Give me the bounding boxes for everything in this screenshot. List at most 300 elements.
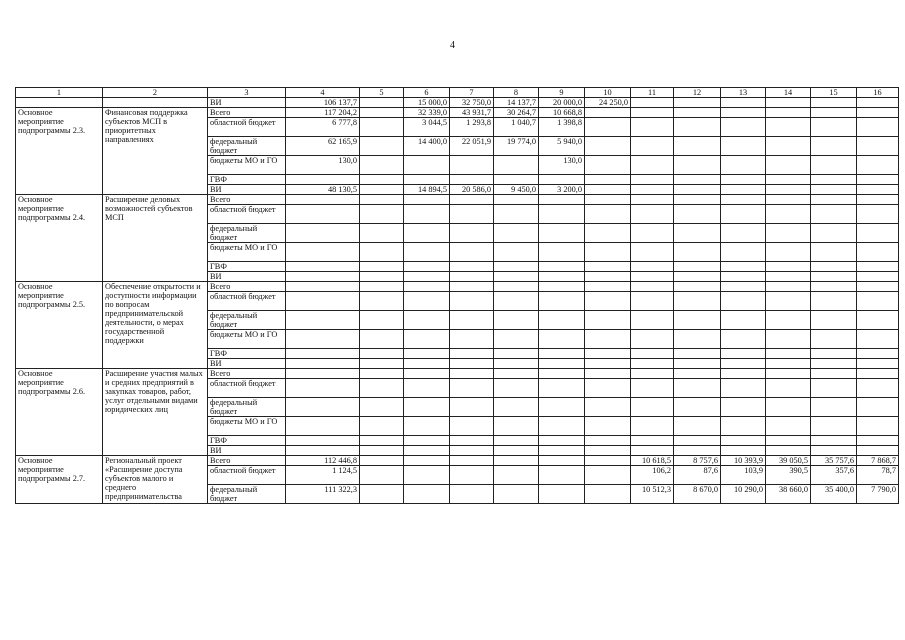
measure-description: Обеспечение открытости и доступности информации по вопросам предпринимательской деятельности, о мерах государственной поддержки bbox=[103, 282, 208, 369]
value-cell bbox=[766, 195, 811, 205]
value-cell bbox=[674, 118, 721, 137]
value-cell bbox=[811, 359, 857, 369]
value-cell bbox=[674, 272, 721, 282]
value-cell bbox=[857, 205, 899, 224]
value-cell bbox=[286, 292, 360, 311]
value-cell bbox=[674, 282, 721, 292]
value-cell bbox=[494, 205, 539, 224]
value-cell: 39 050,5 bbox=[766, 456, 811, 466]
value-cell bbox=[631, 224, 674, 243]
table-row bbox=[16, 108, 899, 118]
value-cell bbox=[494, 436, 539, 446]
value-cell bbox=[404, 456, 450, 466]
value-cell bbox=[404, 379, 450, 398]
value-cell bbox=[811, 398, 857, 417]
value-cell bbox=[404, 224, 450, 243]
funding-source-label: федеральный бюджет bbox=[208, 398, 286, 417]
value-cell bbox=[286, 436, 360, 446]
value-cell bbox=[450, 379, 494, 398]
value-cell bbox=[721, 330, 766, 349]
value-cell bbox=[286, 262, 360, 272]
value-cell bbox=[494, 417, 539, 436]
header-cell: 11 bbox=[631, 88, 674, 98]
value-cell bbox=[674, 359, 721, 369]
funding-source-label: Всего bbox=[208, 282, 286, 292]
funding-source-label: ВИ bbox=[208, 98, 286, 108]
funding-source-label: ГВФ bbox=[208, 262, 286, 272]
value-cell bbox=[585, 436, 631, 446]
value-cell bbox=[450, 262, 494, 272]
value-cell bbox=[450, 456, 494, 466]
value-cell bbox=[631, 195, 674, 205]
value-cell bbox=[674, 446, 721, 456]
value-cell bbox=[811, 417, 857, 436]
value-cell bbox=[286, 446, 360, 456]
value-cell bbox=[721, 137, 766, 156]
value-cell bbox=[404, 349, 450, 359]
value-cell bbox=[539, 224, 585, 243]
value-cell bbox=[494, 379, 539, 398]
value-cell bbox=[450, 311, 494, 330]
value-cell bbox=[450, 330, 494, 349]
value-cell bbox=[539, 417, 585, 436]
header-cell: 4 bbox=[286, 88, 360, 98]
value-cell bbox=[585, 349, 631, 359]
funding-source-label: федеральный бюджет bbox=[208, 311, 286, 330]
value-cell bbox=[631, 330, 674, 349]
value-cell bbox=[857, 118, 899, 137]
value-cell bbox=[674, 398, 721, 417]
value-cell: 106,2 bbox=[631, 466, 674, 485]
value-cell: 14 894,5 bbox=[404, 185, 450, 195]
value-cell bbox=[631, 137, 674, 156]
measure-description: Расширение деловых возможностей субъектов МСП bbox=[103, 195, 208, 282]
value-cell bbox=[539, 243, 585, 262]
value-cell bbox=[811, 311, 857, 330]
value-cell: 20 586,0 bbox=[450, 185, 494, 195]
value-cell: 30 264,7 bbox=[494, 108, 539, 118]
value-cell bbox=[450, 485, 494, 504]
funding-source-label: бюджеты МО и ГО bbox=[208, 417, 286, 436]
value-cell bbox=[811, 98, 857, 108]
value-cell bbox=[631, 272, 674, 282]
value-cell bbox=[585, 359, 631, 369]
funding-source-label: областной бюджет bbox=[208, 466, 286, 485]
value-cell: 130,0 bbox=[286, 156, 360, 175]
value-cell bbox=[494, 359, 539, 369]
value-cell bbox=[631, 292, 674, 311]
funding-source-label: областной бюджет bbox=[208, 118, 286, 137]
value-cell bbox=[539, 349, 585, 359]
value-cell bbox=[360, 205, 404, 224]
value-cell: 10 393,9 bbox=[721, 456, 766, 466]
value-cell bbox=[811, 272, 857, 282]
value-cell bbox=[585, 185, 631, 195]
value-cell bbox=[360, 436, 404, 446]
header-cell: 15 bbox=[811, 88, 857, 98]
value-cell bbox=[766, 369, 811, 379]
value-cell bbox=[539, 359, 585, 369]
value-cell bbox=[674, 108, 721, 118]
value-cell bbox=[585, 262, 631, 272]
value-cell bbox=[631, 398, 674, 417]
value-cell bbox=[360, 446, 404, 456]
value-cell bbox=[494, 156, 539, 175]
value-cell: 14 137,7 bbox=[494, 98, 539, 108]
value-cell bbox=[766, 137, 811, 156]
measure-name: Основное мероприятие подпрограммы 2.4. bbox=[16, 195, 103, 282]
value-cell bbox=[539, 205, 585, 224]
value-cell bbox=[811, 262, 857, 272]
value-cell bbox=[721, 446, 766, 456]
value-cell bbox=[674, 311, 721, 330]
value-cell bbox=[721, 379, 766, 398]
value-cell: 10 512,3 bbox=[631, 485, 674, 504]
value-cell bbox=[674, 185, 721, 195]
value-cell: 14 400,0 bbox=[404, 137, 450, 156]
value-cell bbox=[494, 330, 539, 349]
value-cell bbox=[286, 272, 360, 282]
value-cell bbox=[494, 243, 539, 262]
value-cell: 32 339,0 bbox=[404, 108, 450, 118]
table-row bbox=[16, 456, 899, 466]
value-cell bbox=[811, 282, 857, 292]
value-cell bbox=[404, 243, 450, 262]
value-cell bbox=[539, 175, 585, 185]
value-cell bbox=[286, 359, 360, 369]
value-cell bbox=[857, 195, 899, 205]
value-cell bbox=[585, 456, 631, 466]
value-cell bbox=[286, 205, 360, 224]
value-cell bbox=[585, 292, 631, 311]
value-cell bbox=[766, 156, 811, 175]
value-cell bbox=[857, 359, 899, 369]
value-cell bbox=[404, 205, 450, 224]
value-cell bbox=[721, 359, 766, 369]
value-cell: 10 290,0 bbox=[721, 485, 766, 504]
header-row bbox=[16, 88, 899, 98]
value-cell bbox=[766, 272, 811, 282]
value-cell bbox=[585, 272, 631, 282]
value-cell bbox=[450, 282, 494, 292]
value-cell bbox=[404, 330, 450, 349]
value-cell bbox=[766, 436, 811, 446]
value-cell bbox=[360, 282, 404, 292]
value-cell bbox=[721, 118, 766, 137]
funding-source-label: ГВФ bbox=[208, 349, 286, 359]
value-cell bbox=[631, 417, 674, 436]
value-cell bbox=[404, 485, 450, 504]
value-cell bbox=[811, 118, 857, 137]
value-cell bbox=[631, 436, 674, 446]
value-cell bbox=[404, 262, 450, 272]
value-cell bbox=[360, 330, 404, 349]
value-cell bbox=[766, 282, 811, 292]
funding-source-label: Всего bbox=[208, 195, 286, 205]
value-cell bbox=[539, 272, 585, 282]
value-cell bbox=[674, 195, 721, 205]
value-cell bbox=[811, 330, 857, 349]
value-cell bbox=[404, 282, 450, 292]
value-cell bbox=[450, 195, 494, 205]
value-cell: 117 204,2 bbox=[286, 108, 360, 118]
value-cell bbox=[286, 369, 360, 379]
empty-cell bbox=[103, 98, 208, 108]
value-cell bbox=[631, 369, 674, 379]
value-cell: 111 322,3 bbox=[286, 485, 360, 504]
value-cell bbox=[494, 292, 539, 311]
value-cell bbox=[585, 330, 631, 349]
value-cell bbox=[811, 369, 857, 379]
value-cell bbox=[494, 398, 539, 417]
value-cell bbox=[286, 330, 360, 349]
value-cell bbox=[857, 292, 899, 311]
value-cell: 130,0 bbox=[539, 156, 585, 175]
value-cell bbox=[286, 379, 360, 398]
value-cell bbox=[857, 272, 899, 282]
value-cell: 24 250,0 bbox=[585, 98, 631, 108]
header-cell: 14 bbox=[766, 88, 811, 98]
value-cell bbox=[631, 349, 674, 359]
value-cell bbox=[494, 195, 539, 205]
value-cell bbox=[585, 224, 631, 243]
value-cell bbox=[766, 243, 811, 262]
value-cell bbox=[585, 156, 631, 175]
value-cell bbox=[857, 185, 899, 195]
measure-name: Основное мероприятие подпрограммы 2.6. bbox=[16, 369, 103, 456]
value-cell bbox=[857, 98, 899, 108]
value-cell bbox=[450, 272, 494, 282]
value-cell bbox=[539, 379, 585, 398]
value-cell bbox=[631, 243, 674, 262]
value-cell bbox=[721, 98, 766, 108]
value-cell: 35 400,0 bbox=[811, 485, 857, 504]
value-cell bbox=[404, 311, 450, 330]
table-body bbox=[16, 88, 899, 504]
value-cell bbox=[674, 205, 721, 224]
value-cell: 103,9 bbox=[721, 466, 766, 485]
funding-source-label: Всего bbox=[208, 369, 286, 379]
value-cell bbox=[811, 349, 857, 359]
value-cell: 1 124,5 bbox=[286, 466, 360, 485]
value-cell bbox=[494, 272, 539, 282]
value-cell: 19 774,0 bbox=[494, 137, 539, 156]
value-cell bbox=[360, 195, 404, 205]
value-cell bbox=[450, 436, 494, 446]
value-cell bbox=[404, 359, 450, 369]
value-cell: 8 670,0 bbox=[674, 485, 721, 504]
value-cell bbox=[494, 466, 539, 485]
value-cell bbox=[494, 456, 539, 466]
value-cell bbox=[811, 205, 857, 224]
header-cell: 6 bbox=[404, 88, 450, 98]
funding-source-label: федеральный бюджет bbox=[208, 137, 286, 156]
value-cell bbox=[631, 108, 674, 118]
value-cell: 112 446,8 bbox=[286, 456, 360, 466]
value-cell bbox=[721, 272, 766, 282]
value-cell bbox=[585, 137, 631, 156]
value-cell bbox=[721, 398, 766, 417]
value-cell bbox=[585, 485, 631, 504]
value-cell: 7 790,0 bbox=[857, 485, 899, 504]
value-cell bbox=[585, 466, 631, 485]
value-cell bbox=[450, 243, 494, 262]
value-cell: 5 940,0 bbox=[539, 137, 585, 156]
value-cell bbox=[811, 292, 857, 311]
value-cell: 106 137,7 bbox=[286, 98, 360, 108]
value-cell: 43 931,7 bbox=[450, 108, 494, 118]
funding-source-label: ГВФ bbox=[208, 175, 286, 185]
funding-source-label: ВИ bbox=[208, 359, 286, 369]
value-cell bbox=[360, 156, 404, 175]
empty-cell bbox=[16, 98, 103, 108]
value-cell bbox=[585, 417, 631, 436]
funding-source-label: бюджеты МО и ГО bbox=[208, 330, 286, 349]
value-cell bbox=[857, 446, 899, 456]
value-cell bbox=[721, 282, 766, 292]
value-cell bbox=[360, 137, 404, 156]
funding-source-label: федеральный бюджет bbox=[208, 485, 286, 504]
value-cell bbox=[721, 108, 766, 118]
page-number: 4 bbox=[450, 40, 455, 51]
value-cell bbox=[857, 137, 899, 156]
funding-source-label: Всего bbox=[208, 108, 286, 118]
value-cell: 87,6 bbox=[674, 466, 721, 485]
value-cell bbox=[539, 436, 585, 446]
value-cell bbox=[585, 108, 631, 118]
header-cell: 12 bbox=[674, 88, 721, 98]
value-cell bbox=[631, 359, 674, 369]
measure-name: Основное мероприятие подпрограммы 2.7. bbox=[16, 456, 103, 504]
value-cell bbox=[286, 349, 360, 359]
value-cell bbox=[674, 98, 721, 108]
value-cell bbox=[360, 369, 404, 379]
value-cell: 22 051,9 bbox=[450, 137, 494, 156]
value-cell bbox=[631, 175, 674, 185]
value-cell bbox=[721, 417, 766, 436]
value-cell bbox=[857, 243, 899, 262]
value-cell bbox=[450, 205, 494, 224]
value-cell bbox=[811, 379, 857, 398]
value-cell bbox=[766, 98, 811, 108]
table-row bbox=[16, 369, 899, 379]
value-cell bbox=[721, 436, 766, 446]
value-cell bbox=[585, 243, 631, 262]
value-cell: 20 000,0 bbox=[539, 98, 585, 108]
value-cell: 6 777,8 bbox=[286, 118, 360, 137]
value-cell bbox=[360, 456, 404, 466]
value-cell bbox=[450, 466, 494, 485]
value-cell bbox=[450, 349, 494, 359]
funding-source-label: областной бюджет bbox=[208, 379, 286, 398]
value-cell bbox=[631, 446, 674, 456]
value-cell bbox=[811, 156, 857, 175]
value-cell bbox=[766, 108, 811, 118]
value-cell bbox=[721, 224, 766, 243]
funding-source-label: федеральный бюджет bbox=[208, 224, 286, 243]
value-cell bbox=[404, 466, 450, 485]
measure-description: Финансовая поддержка субъектов МСП в приоритетных направлениях bbox=[103, 108, 208, 195]
value-cell bbox=[674, 243, 721, 262]
value-cell bbox=[674, 137, 721, 156]
value-cell bbox=[286, 282, 360, 292]
value-cell bbox=[360, 417, 404, 436]
value-cell bbox=[494, 282, 539, 292]
funding-source-label: областной бюджет bbox=[208, 292, 286, 311]
value-cell bbox=[857, 156, 899, 175]
value-cell bbox=[811, 137, 857, 156]
value-cell bbox=[360, 349, 404, 359]
value-cell bbox=[450, 359, 494, 369]
value-cell bbox=[450, 369, 494, 379]
value-cell bbox=[404, 292, 450, 311]
measure-description: Региональный проект «Расширение доступа субъектов малого и среднего предпринимательства bbox=[103, 456, 208, 504]
value-cell bbox=[811, 224, 857, 243]
value-cell bbox=[585, 311, 631, 330]
value-cell bbox=[539, 369, 585, 379]
value-cell bbox=[286, 224, 360, 243]
value-cell bbox=[539, 195, 585, 205]
value-cell bbox=[631, 98, 674, 108]
header-cell: 2 bbox=[103, 88, 208, 98]
value-cell bbox=[539, 446, 585, 456]
value-cell bbox=[674, 262, 721, 272]
value-cell bbox=[585, 195, 631, 205]
value-cell bbox=[631, 156, 674, 175]
funding-source-label: бюджеты МО и ГО bbox=[208, 156, 286, 175]
value-cell bbox=[674, 369, 721, 379]
value-cell bbox=[360, 466, 404, 485]
value-cell bbox=[674, 175, 721, 185]
value-cell bbox=[766, 379, 811, 398]
value-cell bbox=[857, 175, 899, 185]
value-cell bbox=[811, 108, 857, 118]
value-cell bbox=[857, 379, 899, 398]
value-cell bbox=[450, 292, 494, 311]
funding-source-label: ВИ bbox=[208, 185, 286, 195]
value-cell bbox=[494, 446, 539, 456]
value-cell bbox=[766, 205, 811, 224]
value-cell bbox=[631, 185, 674, 195]
value-cell bbox=[539, 466, 585, 485]
value-cell bbox=[539, 456, 585, 466]
value-cell: 48 130,5 bbox=[286, 185, 360, 195]
value-cell bbox=[857, 311, 899, 330]
value-cell bbox=[721, 311, 766, 330]
value-cell bbox=[585, 175, 631, 185]
value-cell bbox=[766, 398, 811, 417]
header-cell: 1 bbox=[16, 88, 103, 98]
value-cell bbox=[721, 243, 766, 262]
funding-source-label: бюджеты МО и ГО bbox=[208, 243, 286, 262]
value-cell bbox=[404, 398, 450, 417]
value-cell bbox=[857, 224, 899, 243]
value-cell bbox=[539, 311, 585, 330]
value-cell bbox=[286, 417, 360, 436]
measure-name: Основное мероприятие подпрограммы 2.5. bbox=[16, 282, 103, 369]
value-cell bbox=[360, 292, 404, 311]
value-cell bbox=[360, 108, 404, 118]
value-cell bbox=[721, 262, 766, 272]
value-cell: 35 757,6 bbox=[811, 456, 857, 466]
value-cell bbox=[857, 349, 899, 359]
value-cell bbox=[766, 349, 811, 359]
value-cell bbox=[631, 282, 674, 292]
funding-source-label: ГВФ bbox=[208, 436, 286, 446]
value-cell bbox=[766, 417, 811, 436]
value-cell: 1 398,8 bbox=[539, 118, 585, 137]
value-cell bbox=[857, 369, 899, 379]
